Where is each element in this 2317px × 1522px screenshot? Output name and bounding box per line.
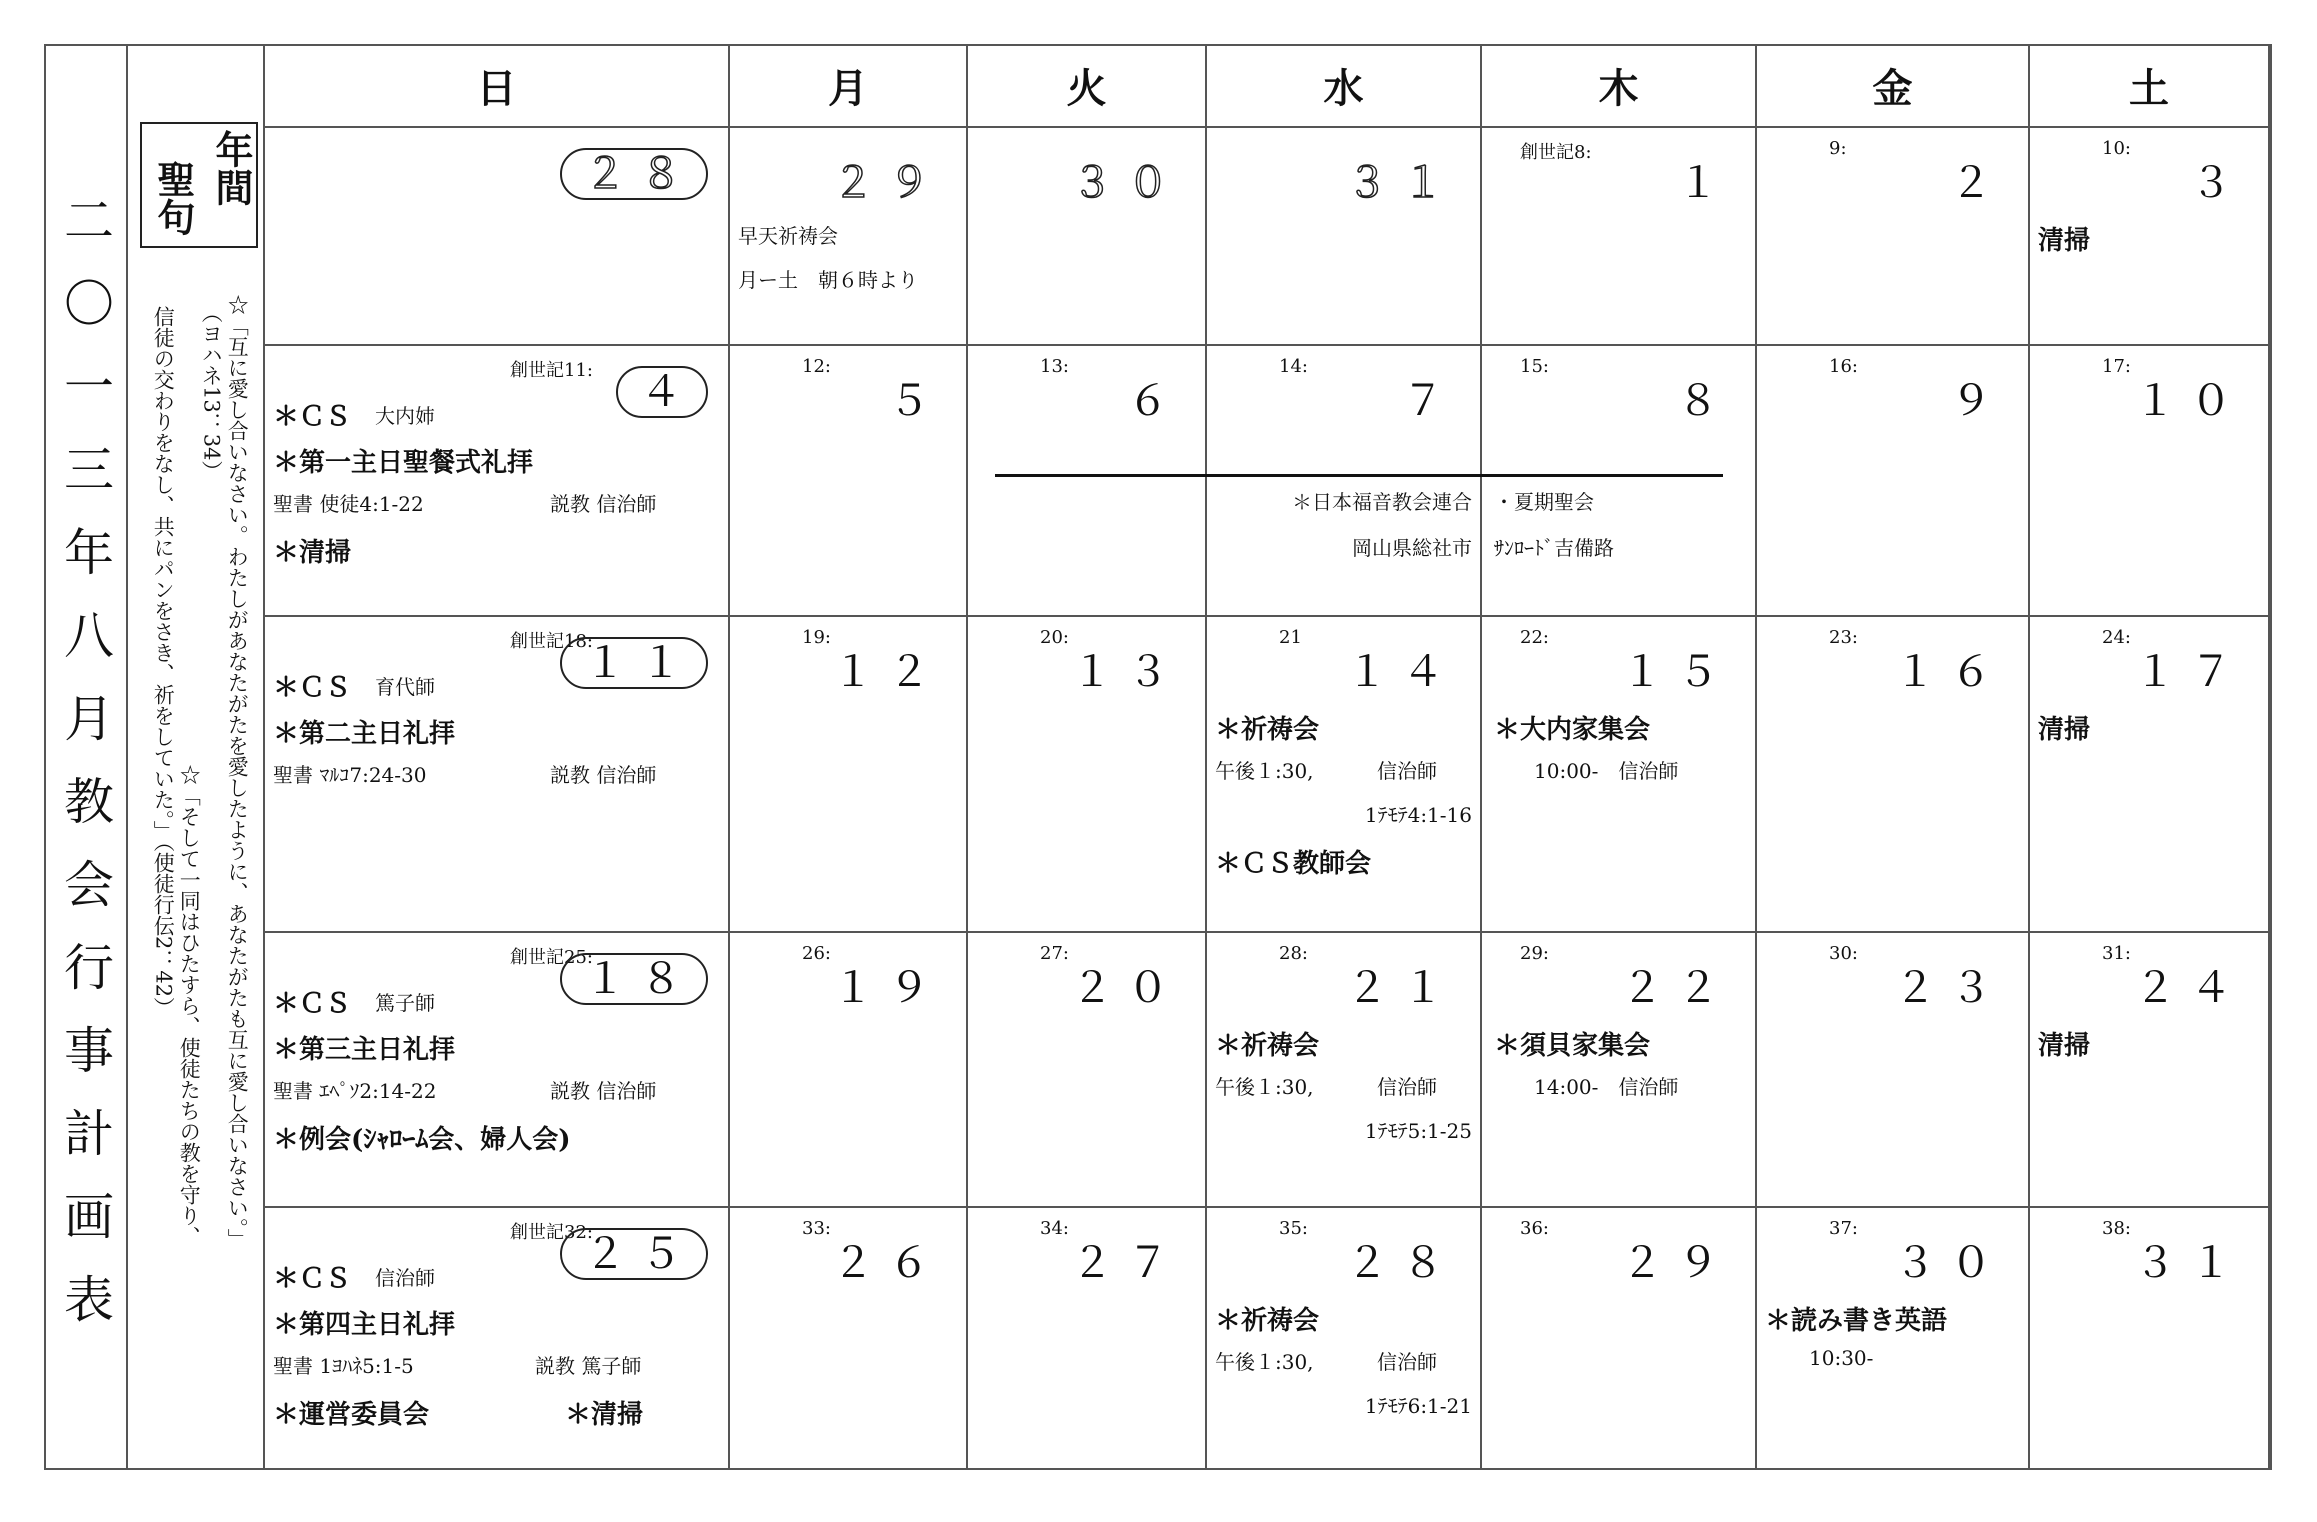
- day-number: １２: [831, 647, 944, 696]
- event-extra: 育代師: [375, 675, 435, 699]
- scripture-reading-ref: 37:: [1829, 1218, 1858, 1239]
- scripture-reading-ref: 19:: [802, 627, 831, 648]
- event-extra: 説教 信治師: [550, 1079, 657, 1103]
- day-cell: [1757, 346, 2030, 617]
- day-number: ３１: [2133, 1238, 2246, 1287]
- event-line: 14:00- 信治師: [1534, 1075, 1679, 1099]
- weekday-header: 土: [2030, 44, 2270, 128]
- day-cell: [1482, 617, 1757, 933]
- event-extra: 信治師: [375, 1266, 435, 1290]
- scripture-reading-ref: 創世記25:: [510, 947, 593, 968]
- weekday-header: 木: [1482, 44, 1757, 128]
- day-number: ２９: [1620, 1238, 1733, 1287]
- event-line: ｻﾝﾛｰﾄﾞ吉備路: [1494, 536, 1614, 560]
- day-cell: [968, 617, 1207, 933]
- weekday-header: 火: [968, 44, 1207, 128]
- event-line: 聖書 使徒4:1-22: [273, 492, 424, 516]
- scripture-reading-ref: 23:: [1829, 627, 1858, 648]
- day-number: ２８: [560, 148, 708, 200]
- scripture-reading-ref: 28:: [1279, 943, 1308, 964]
- weekday-header: 水: [1207, 44, 1482, 128]
- event-line: 午後１:30,: [1215, 759, 1314, 783]
- scripture-reading-ref: 創世記11:: [510, 360, 593, 381]
- event-extra: 信治師: [1377, 759, 1437, 783]
- event-line: 1ﾃﾓﾃ5:1-25: [1364, 1119, 1472, 1143]
- day-number: １９: [831, 963, 944, 1012]
- day-number: ２２: [1620, 963, 1733, 1012]
- scripture-reading-ref: 15:: [1520, 356, 1549, 377]
- day-number: １８: [560, 953, 708, 1005]
- event-line: 清掃: [2038, 226, 2091, 256]
- day-number: ２５: [560, 1228, 708, 1280]
- scripture-reading-ref: 16:: [1829, 356, 1858, 377]
- scripture-reading-ref: 30:: [1829, 943, 1858, 964]
- day-cell: [2030, 128, 2270, 346]
- verse-label-col1: 年間: [209, 130, 253, 206]
- day-cell: [730, 128, 968, 346]
- day-number: ３０: [1070, 158, 1183, 207]
- scripture-reading-ref: 創世記18:: [510, 631, 593, 652]
- day-cell: [1207, 933, 1482, 1208]
- scripture-reading-ref: 10:: [2102, 138, 2131, 159]
- event-line: 早天祈祷会: [738, 224, 838, 248]
- day-cell: [2030, 617, 2270, 933]
- day-cell: [265, 617, 730, 933]
- day-cell: [1757, 1208, 2030, 1470]
- day-number: ８: [1676, 376, 1733, 425]
- day-number: ２９: [831, 158, 944, 207]
- day-cell: [730, 933, 968, 1208]
- event-line: ＊祈祷会: [1215, 715, 1320, 745]
- day-number: １４: [1345, 647, 1458, 696]
- event-line: ＊清掃: [273, 538, 352, 568]
- scripture-reading-ref: 創世記8:: [1520, 142, 1592, 163]
- day-cell: [1207, 1208, 1482, 1470]
- event-extra: 大内姉: [375, 404, 435, 428]
- scripture-reading-ref: 31:: [2102, 943, 2131, 964]
- event-line: 午後１:30,: [1215, 1075, 1314, 1099]
- event-extra: 信治師: [1377, 1075, 1437, 1099]
- scripture-reading-ref: 17:: [2102, 356, 2131, 377]
- event-line: ＊第四主日礼拝: [273, 1310, 456, 1340]
- scripture-reading-ref: 24:: [2102, 627, 2131, 648]
- day-number: １１: [560, 637, 708, 689]
- event-line: ＊須貝家集会: [1494, 1031, 1651, 1061]
- day-cell: [1207, 346, 1482, 617]
- event-line: 清掃: [2038, 715, 2091, 745]
- event-line: ＊日本福音教会連合: [1292, 490, 1472, 514]
- event-line: 10:00- 信治師: [1534, 759, 1679, 783]
- day-number: ４: [616, 366, 708, 418]
- day-number: １７: [2133, 647, 2246, 696]
- scripture-reading-ref: 14:: [1279, 356, 1308, 377]
- day-number: ２７: [1070, 1238, 1183, 1287]
- scripture-reading-ref: 12:: [802, 356, 831, 377]
- day-number: ３: [2189, 158, 2246, 207]
- event-line: 聖書 ﾏﾙｺ7:24-30: [273, 763, 427, 787]
- day-number: １６: [1893, 647, 2006, 696]
- event-line: 午後１:30,: [1215, 1350, 1314, 1374]
- scripture-reading-ref: 創世記32:: [510, 1222, 593, 1243]
- day-cell: [2030, 1208, 2270, 1470]
- verse-column: [128, 44, 265, 1470]
- scripture-reading-ref: 35:: [1279, 1218, 1308, 1239]
- day-cell: [1482, 346, 1757, 617]
- event-line: ＊ＣＳ: [273, 989, 352, 1019]
- event-line: ＊第二主日礼拝: [273, 719, 456, 749]
- event-line: ＊ＣＳ: [273, 402, 352, 432]
- scripture-reading-ref: 34:: [1040, 1218, 1069, 1239]
- weekday-header: 月: [730, 44, 968, 128]
- weekday-header: 日: [265, 44, 730, 128]
- day-cell: [1207, 128, 1482, 346]
- event-line: 清掃: [2038, 1031, 2091, 1061]
- scripture-reading-ref: 26:: [802, 943, 831, 964]
- day-cell: [1757, 617, 2030, 933]
- day-cell: [265, 128, 730, 346]
- scripture-reading-ref: 27:: [1040, 943, 1069, 964]
- day-cell: [968, 933, 1207, 1208]
- day-number: ２: [1949, 158, 2006, 207]
- day-cell: [2030, 346, 2270, 617]
- day-cell: [1482, 933, 1757, 1208]
- event-extra: ＊清掃: [565, 1400, 644, 1430]
- event-line: ＊大内家集会: [1494, 715, 1651, 745]
- event-extra: 説教 篤子師: [535, 1354, 642, 1378]
- day-cell: [730, 1208, 968, 1470]
- day-cell: [968, 128, 1207, 346]
- day-cell: [265, 1208, 730, 1470]
- day-number: ２１: [1345, 963, 1458, 1012]
- day-cell: [265, 933, 730, 1208]
- event-line: ＊ＣＳ: [273, 673, 352, 703]
- event-extra: 信治師: [1377, 1350, 1437, 1374]
- day-cell: [968, 346, 1207, 617]
- event-line: 岡山県総社市: [1352, 536, 1472, 560]
- verse-line-2: （ヨハネ13：34）: [199, 302, 224, 482]
- day-cell: [1757, 933, 2030, 1208]
- event-extra: 篤子師: [375, 991, 435, 1015]
- event-line: 聖書 1ﾖﾊﾈ5:1-5: [273, 1354, 414, 1378]
- event-line: 1ﾃﾓﾃ4:1-16: [1364, 803, 1472, 827]
- verse-line-1: ☆「互に愛し合いなさい。わたしがあなたがたを愛したように、あなたがたも互に愛し合いなさい。」: [225, 294, 250, 1250]
- day-cell: [265, 346, 730, 617]
- event-line: ＊ＣＳ: [273, 1264, 352, 1294]
- event-line: ＊第一主日聖餐式礼拝: [273, 448, 534, 478]
- scripture-reading-ref: 29:: [1520, 943, 1549, 964]
- day-number: ２６: [831, 1238, 944, 1287]
- day-number: ５: [887, 376, 944, 425]
- page-title: 二〇一三年八月教会行事計画表: [56, 194, 114, 1356]
- event-line: 聖書 ｴﾍﾟｿ2:14-22: [273, 1079, 437, 1103]
- verse-line-3: ☆「そして一同はひたすら、使徒たちの教を守り、: [177, 764, 202, 1247]
- annual-verse-label: [140, 122, 258, 248]
- event-line: ＊例会(ｼｬﾛｰﾑ会、婦人会): [273, 1125, 571, 1155]
- verse-label-col2: 聖句: [150, 160, 195, 236]
- event-line: ＊祈祷会: [1215, 1306, 1320, 1336]
- event-extra: 説教 信治師: [550, 492, 657, 516]
- scripture-reading-ref: 33:: [802, 1218, 831, 1239]
- event-line: 月ー土 朝６時より: [738, 268, 918, 292]
- day-number: ２８: [1345, 1238, 1458, 1287]
- scripture-reading-ref: 13:: [1040, 356, 1069, 377]
- event-line: ＊第三主日礼拝: [273, 1035, 456, 1065]
- day-cell: [968, 1208, 1207, 1470]
- event-line: ＊ＣＳ教師会: [1215, 849, 1372, 879]
- weekday-header: 金: [1757, 44, 2030, 128]
- day-cell: [2030, 933, 2270, 1208]
- day-number: １０: [2133, 376, 2246, 425]
- day-number: ３０: [1893, 1238, 2006, 1287]
- scripture-reading-ref: 36:: [1520, 1218, 1549, 1239]
- scripture-reading-ref: 38:: [2102, 1218, 2131, 1239]
- event-line: ＊祈祷会: [1215, 1031, 1320, 1061]
- scripture-reading-ref: 9:: [1829, 138, 1847, 159]
- day-cell: [1757, 128, 2030, 346]
- day-number: ２３: [1893, 963, 2006, 1012]
- event-line: 10:30-: [1809, 1346, 1874, 1370]
- day-number: ２４: [2133, 963, 2246, 1012]
- day-cell: [730, 346, 968, 617]
- day-number: ９: [1949, 376, 2006, 425]
- event-extra: 説教 信治師: [550, 763, 657, 787]
- event-line: ＊読み書き英語: [1765, 1306, 1948, 1336]
- scripture-reading-ref: 21: [1279, 627, 1302, 648]
- day-number: １: [1676, 158, 1733, 207]
- day-number: ２０: [1070, 963, 1183, 1012]
- scripture-reading-ref: 20:: [1040, 627, 1069, 648]
- retreat-span-line: [995, 474, 1723, 477]
- event-line: 1ﾃﾓﾃ6:1-21: [1364, 1394, 1472, 1418]
- event-line: ＊運営委員会: [273, 1400, 430, 1430]
- day-cell: [1482, 128, 1757, 346]
- day-cell: [1207, 617, 1482, 933]
- title-column: [44, 44, 128, 1470]
- scripture-reading-ref: 22:: [1520, 627, 1549, 648]
- event-line: ・夏期聖会: [1494, 490, 1594, 514]
- verse-line-4: 信徒の交わりをなし、共にパンをさき、祈をしていた。」（使徒行伝2：42）: [151, 306, 176, 1019]
- day-number: ７: [1401, 376, 1458, 425]
- day-cell: [1482, 1208, 1757, 1470]
- day-number: ３１: [1345, 158, 1458, 207]
- day-cell: [730, 617, 968, 933]
- day-number: ６: [1126, 376, 1183, 425]
- day-number: １３: [1070, 647, 1183, 696]
- day-number: １５: [1620, 647, 1733, 696]
